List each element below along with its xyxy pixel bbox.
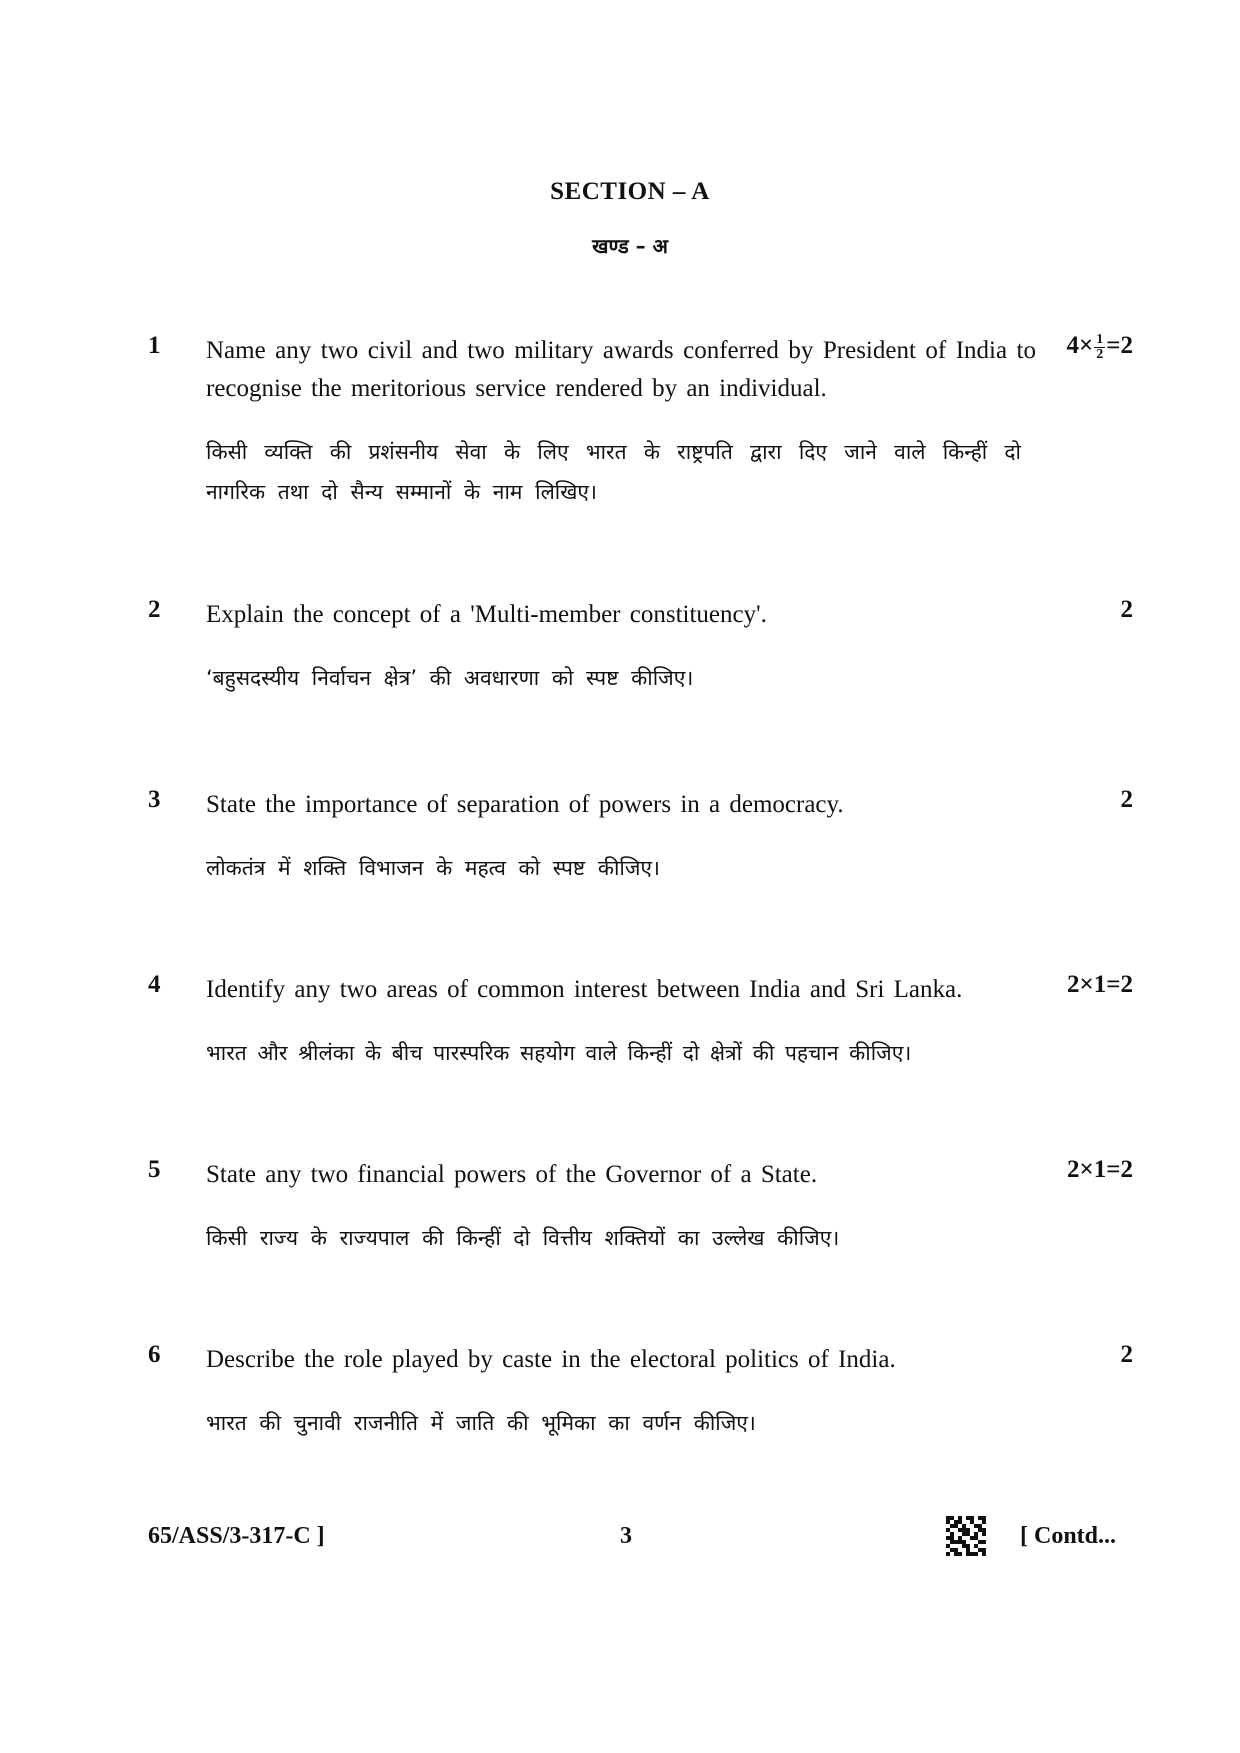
- question-text-hindi: किसी राज्य के राज्यपाल की किन्हीं दो वित्तीय शक्तियों का उल्लेख कीजिए।: [206, 1226, 840, 1250]
- question-text-english: Describe the role played by caste in the electoral politics of India.: [206, 1346, 896, 1373]
- question-text-hindi: लोकतंत्र में शक्ति विभाजन के महत्व को स्पष्ट कीजिए।: [206, 856, 660, 880]
- question-text-english: Explain the concept of a 'Multi-member constituency'.: [206, 601, 767, 628]
- question-number: 6: [148, 1341, 161, 1368]
- question-marks: 2×1=2: [1067, 1156, 1133, 1183]
- question-marks: [1067, 332, 1134, 362]
- marks-suffix: =2: [1106, 332, 1133, 359]
- qr-code-icon: [946, 1516, 986, 1556]
- question-number: 5: [148, 1156, 161, 1183]
- question-text-hindi: ‘बहुसदस्यीय निर्वाचन क्षेत्र’ की अवधारणा को स्पष्ट कीजिए।: [206, 666, 694, 690]
- question-text-english: Identify any two areas of common interest between India and Sri Lanka.: [206, 976, 963, 1003]
- question-5: [148, 1156, 1133, 1256]
- marks-prefix: 4×: [1066, 332, 1094, 359]
- question-6: [148, 1341, 1133, 1441]
- question-marks: 2: [1120, 786, 1133, 813]
- page-number: 3: [620, 1523, 632, 1549]
- question-1: [148, 332, 1133, 512]
- question-number: 1: [148, 332, 161, 359]
- question-number: 2: [148, 596, 161, 623]
- question-marks: 2×1=2: [1067, 971, 1133, 998]
- question-marks: 2: [1120, 1341, 1133, 1368]
- question-2: [148, 596, 1133, 696]
- question-number: 4: [148, 971, 161, 998]
- question-text-hindi: किसी व्यक्ति की प्रशंसनीय सेवा के लिए भारत के राष्ट्रपति द्वारा दिए जाने वाले किन्हीं दो नागरिक तथा दो सैन्य सम्मानों के नाम लिखिए।: [206, 440, 1021, 504]
- question-text-english: Name any two civil and two military awards conferred by President of India to recognise the meritorious service rendered by an individual.: [206, 337, 1036, 402]
- paper-code: 65/ASS/3-317-C ]: [148, 1523, 325, 1549]
- question-text-hindi: भारत की चुनावी राजनीति में जाति की भूमिका का वर्णन कीजिए।: [206, 1411, 756, 1435]
- question-text-english: State any two financial powers of the Governor of a State.: [206, 1161, 818, 1188]
- question-marks: 2: [1120, 596, 1133, 623]
- section-subtitle: खण्ड – अ: [592, 234, 668, 258]
- question-3: [148, 786, 1133, 886]
- marks-fraction: [1094, 333, 1105, 362]
- question-text-english: State the importance of separation of powers in a democracy.: [206, 791, 844, 818]
- section-title: SECTION – A: [550, 178, 710, 205]
- question-number: 3: [148, 786, 161, 813]
- marks-fraction-denominator: 2: [1096, 346, 1104, 362]
- question-4: [148, 971, 1133, 1071]
- continued-label: [ Contd...: [1020, 1523, 1117, 1549]
- question-text-hindi: भारत और श्रीलंका के बीच पारस्परिक सहयोग वाले किन्हीं दो क्षेत्रों की पहचान कीजिए।: [206, 1041, 912, 1065]
- marks-fraction-numerator: 1: [1096, 331, 1104, 347]
